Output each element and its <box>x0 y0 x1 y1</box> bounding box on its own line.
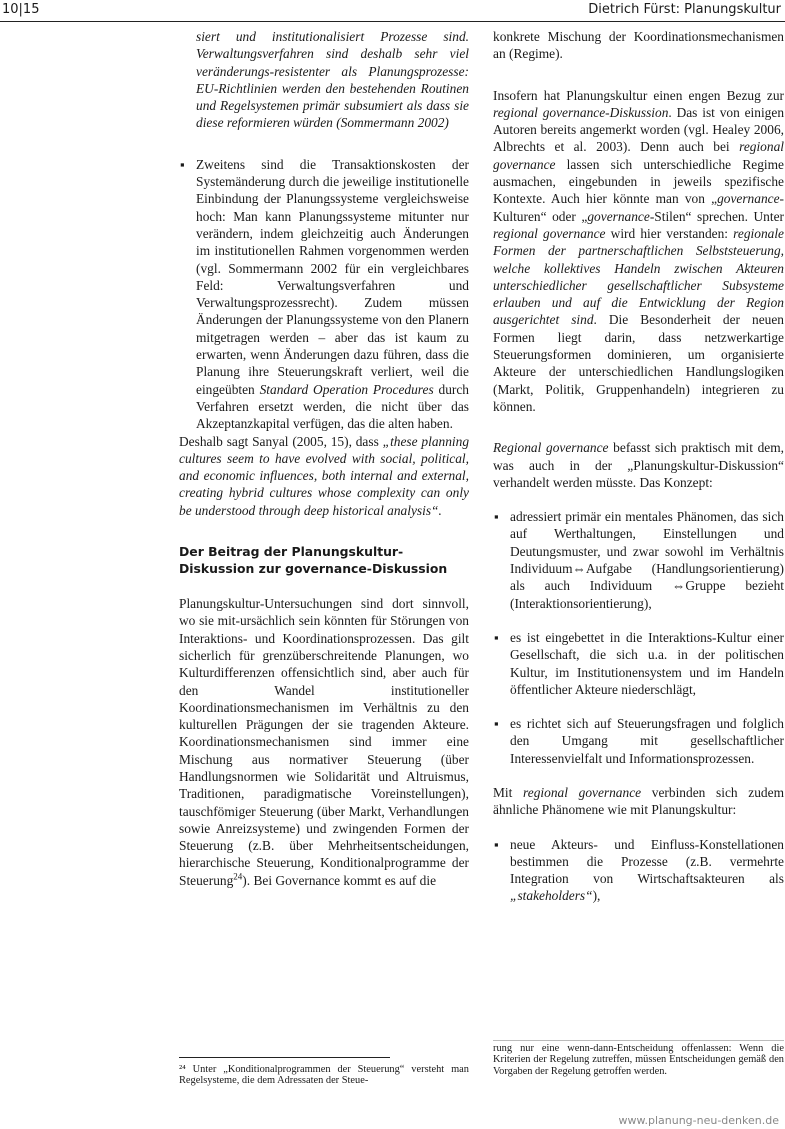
footnote-ref: 24 <box>233 871 243 882</box>
paragraph: Deshalb sagt Sanyal (2005, 15), dass „these planning cultures seem to have evolved with social, political, and economic influences, both internal and external, creating hybrid cultures whose complexity can only be understood through deep historical analysis“. <box>179 433 470 518</box>
footnote-rule <box>493 1040 784 1041</box>
page-header <box>0 0 785 22</box>
left-column <box>179 28 469 889</box>
footnote: rung nur eine wenn-dann-Entscheidung offenlassen: Wenn die Kriterien der Regelung zutreffen, müssen Entscheidungen gemäß den Vorgaben der Regelung getroffen werden. <box>493 1043 784 1077</box>
list-item: ▪ neue Akteurs- und Einfluss-Konstellationen bestimmen die Prozesse (z.B. vermehrte Integration von Wirtschaftsakteuren als „stakeholders“), <box>493 836 784 905</box>
paragraph: konkrete Mischung der Koordinationsmechanismen an (Regime). <box>493 29 784 62</box>
section-heading: Der Beitrag der Planungskultur-Diskussion zur governance-Diskussion <box>179 544 448 577</box>
footer-url: www.planung-neu-denken.de <box>618 1114 779 1127</box>
right-column <box>493 28 784 905</box>
list-item: ▪ es ist eingebettet in die Interaktions-Kultur einer Gesellschaft, die sich u.a. in der politischen Kultur, im Institutionensystem und im Handeln öffentlicher Akteure niederschlägt, <box>493 629 784 698</box>
list-item: ▪ adressiert primär ein mentales Phänomen, das sich auf Werthaltungen, Einstellungen und Deutungsmuster, und zwar sowohl im Verhältnis Individuum⇔Aufgabe (Handlungsorientierung) als auch Individuum ⇔Gruppe bezieht (Interaktionsorientierung), <box>493 508 784 612</box>
list-item: ▪ Zweitens sind die Transaktionskosten der Systemänderung durch die jeweilige institutionelle Einbindung der Planungssysteme vergleichsweise hoch: Man kann Planungssysteme mitunter nur verändern, indem gleichzeitig auch Änderungen im institutionellen Rahmen vorgenommen werden (vgl. Sommermann 2002 für ein vergleichbares Feld: Verwaltungsverfahren und Verwaltungsprozessrecht). Zudem müssen Änderungen der Planungssysteme von den Planern mitgetragen werden – aber das ist kaum zu erwarten, wenn Änderungen dazu führen, dass die Planung ihre Steuerungskraft verliert, weil die eingeübten Standard Operation Procedures durch Verfahren ersetzt werden, die nicht über das Akzeptanzkapital verfügen, das die alten haben. <box>179 156 469 433</box>
quote-block: siert und institutionalisiert Prozesse sind. Verwaltungsverfahren sind deshalb sehr viel veränderungs-resistenter als Planungsprozesse: EU-Richtlinien werden den bestehenden Routinen und Regelsystemen primär subsumiert als dass sie diese reformieren würden (Sommermann 2002) <box>196 29 469 131</box>
header-rule <box>0 21 785 22</box>
paragraph: Mit regional governance verbinden sich zudem ähnliche Phänomene wie mit Planungskultur: <box>493 784 784 818</box>
footnote: ²⁴ Unter „Konditionalprogrammen der Steuerung“ versteht man Regelsysteme, die dem Adressaten der Steue- <box>179 1064 469 1087</box>
footnote-rule <box>179 1057 390 1058</box>
paragraph: Planungskultur-Untersuchungen sind dort sinnvoll, wo sie mit-ursächlich sein könnten für Störungen von Interaktions- und Koordinationsprozessen. Das gilt sicherlich für grenzüberschreitende Planungen, wo Kulturdifferenzen offensichtlich sind, aber auch für den Wandel institutioneller Koordinationsmechanismen im Verhältnis zu den kulturellen Prägungen der sie tragenden Akteure. Koordinationsmechanismen sind immer eine Mischung aus normativer Steuerung (über Handlungsnormen wie Solidarität und Altruismus, Traditionen, paradigmatische Voreinstellungen), tauschfömiger Steuerung (über Markt, Verhandlungen sowie Anreizsysteme) und zwingenden Formen der Steuerung (z.B. über Mehrheitsentscheidungen, hierarchische Steuerung, Konditionalprogramme der Steuerung$^{24}$). Bei Governance kommt es auf die <box>179 596 469 888</box>
running-title: Dietrich Fürst: Planungskultur <box>588 2 781 17</box>
page-number: 10|15 <box>2 2 40 17</box>
paragraph: Regional governance befasst sich praktisch mit dem, was auch in der „Planungskultur-Diskussion“ verhandelt werden müsste. Das Konzept: <box>493 440 785 490</box>
paragraph: Insofern hat Planungskultur einen engen Bezug zur regional governance-Diskussion. Das ist von einigen Autoren bereits angemerkt worden (vgl. Healey 2006, Albrechts et al. 2003). Denn auch bei regional governance lassen sich unterschiedliche Regime ausmachen, eingebunden in jeweils spezifische Kontexte. Auch hier könnte man von „governance-Kulturen“ oder „governance-Stilen“ sprechen. Unter regional governance wird hier verstanden: regionale Formen der partnerschaftlichen Selbststeuerung, welche kollektives Handeln zwischen Akteuren unterschiedlicher gesellschaftlicher Subsysteme erlauben und auf die Entwicklung der Region ausgerichtet sind. Die Besonderheit der neuen Formen liegt darin, dass netzwerkartige Steuerungsformen dominieren, um organisierte Akteure der unterschiedlichen Handlungslogiken (Markt, Politik, Gruppenhandeln) integrieren zu können. <box>493 87 785 414</box>
list-item: ▪ es richtet sich auf Steuerungsfragen und folglich den Umgang mit gesellschaftlicher Interessenvielfalt und Informationsprozessen. <box>493 715 784 767</box>
